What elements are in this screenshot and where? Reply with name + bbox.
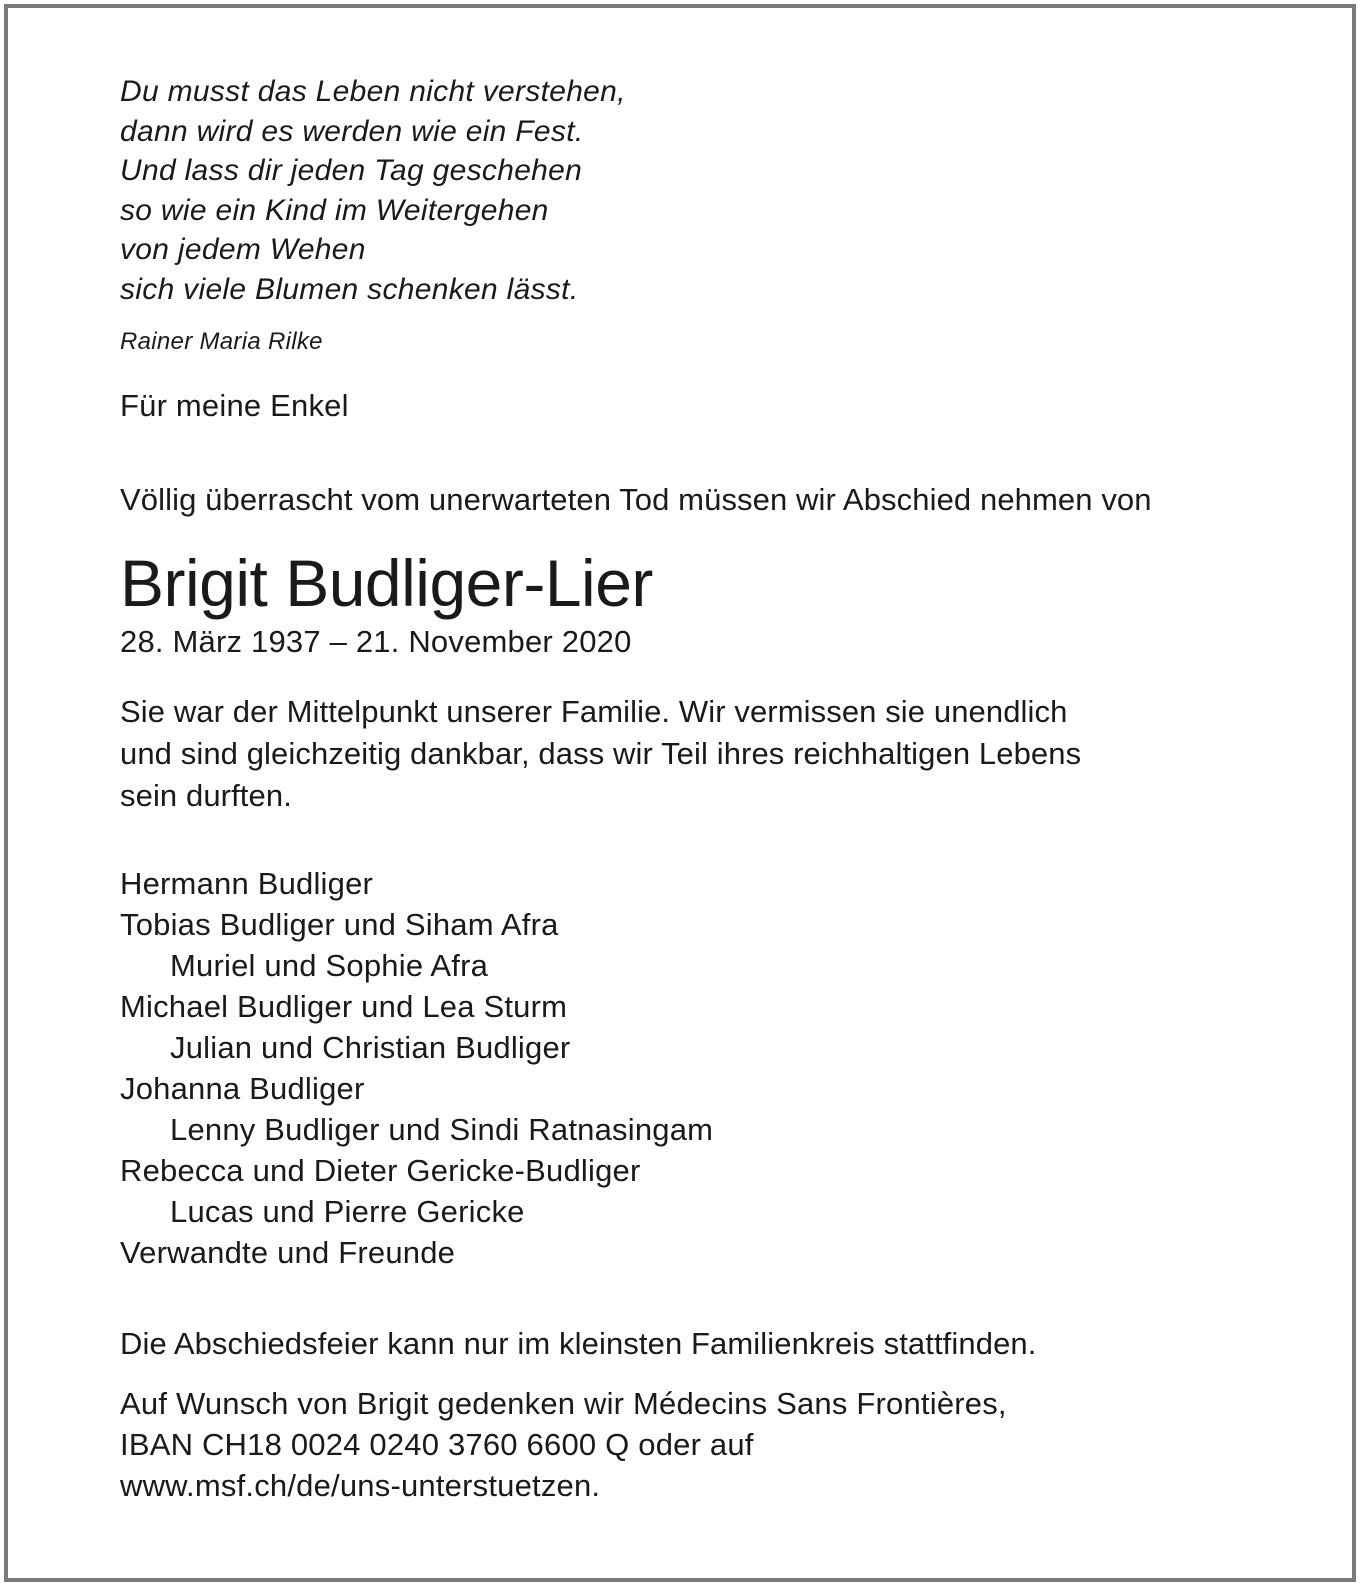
donation-line: Auf Wunsch von Brigit gedenken wir Médecins Sans Frontières,	[120, 1386, 1007, 1421]
mourner: Lucas und Pierre Gericke	[170, 1194, 525, 1229]
dedication: Für meine Enkel	[120, 388, 349, 423]
mourner: Lenny Budliger und Sindi Ratnasingam	[170, 1112, 714, 1147]
donation-note	[120, 1383, 1280, 1506]
life-dates: 28. März 1937 – 21. November 2020	[120, 624, 632, 659]
donation-line: IBAN CH18 0024 0240 3760 6600 Q oder auf	[120, 1427, 754, 1462]
poem-line: sich viele Blumen schenken lässt.	[120, 272, 579, 306]
poem-line: so wie ein Kind im Weitergehen	[120, 193, 549, 227]
mourners-list	[120, 863, 1280, 1273]
poem-line: Du musst das Leben nicht verstehen,	[120, 75, 626, 108]
mourner: Verwandte und Freunde	[120, 1235, 456, 1270]
mourner: Hermann Budliger	[120, 866, 374, 901]
mourner: Michael Budliger und Lea Sturm	[120, 989, 568, 1024]
mourner: Julian und Christian Budliger	[170, 1030, 571, 1065]
tribute-line: und sind gleichzeitig dankbar, dass wir Teil ihres reichhaltigen Lebens	[120, 736, 1082, 771]
poem-line: dann wird es werden wie ein Fest.	[120, 114, 584, 148]
poem-author: Rainer Maria Rilke	[120, 328, 323, 355]
poem	[120, 72, 1280, 309]
poem-line: Und lass dir jeden Tag geschehen	[120, 154, 583, 187]
notice-frame	[4, 4, 1356, 1582]
tribute-line: Sie war der Mittelpunkt unserer Familie. Wir vermissen sie unendlich	[120, 694, 1068, 729]
ceremony-note: Die Abschiedsfeier kann nur im kleinsten Familienkreis stattfinden.	[120, 1326, 1037, 1361]
notice-content	[120, 72, 1280, 1506]
tribute-line: sein durften.	[120, 778, 292, 813]
mourner: Muriel und Sophie Afra	[170, 948, 489, 983]
mourner: Tobias Budliger und Siham Afra	[120, 907, 559, 942]
tribute-text	[120, 691, 1280, 817]
donation-link: www.msf.ch/de/uns-unterstuetzen.	[120, 1468, 601, 1503]
mourner: Johanna Budliger	[120, 1071, 365, 1106]
mourner: Rebecca und Dieter Gericke-Budliger	[120, 1153, 641, 1188]
intro-text: Völlig überrascht vom unerwarteten Tod müssen wir Abschied nehmen von	[120, 482, 1152, 517]
poem-line: von jedem Wehen	[120, 233, 366, 266]
deceased-name: Brigit Budliger-Lier	[120, 546, 653, 620]
